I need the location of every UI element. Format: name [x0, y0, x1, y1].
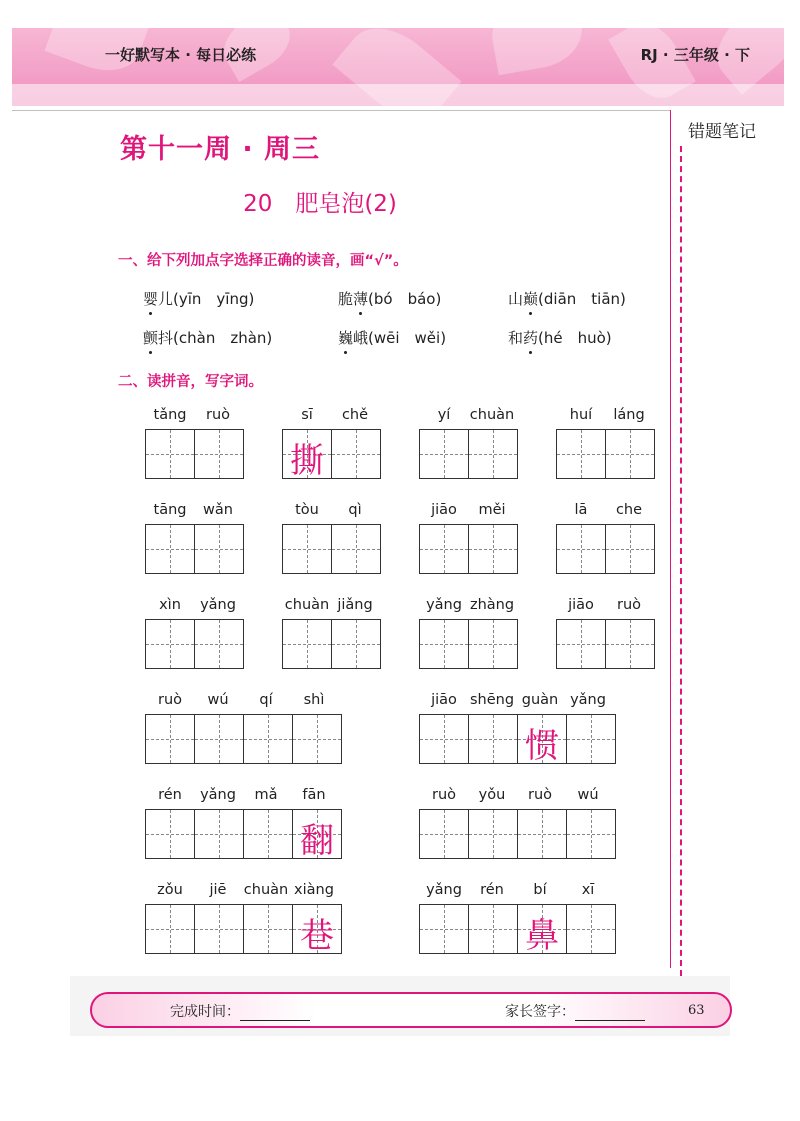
pinyin-label: yǎng	[200, 787, 236, 803]
writing-cell[interactable]	[332, 525, 380, 573]
writing-cell[interactable]	[195, 430, 243, 478]
pinyin-label: jiāo	[568, 597, 594, 613]
handwritten-char: 巷	[300, 916, 334, 956]
writing-cell[interactable]	[146, 905, 195, 953]
writing-cell[interactable]	[420, 905, 469, 953]
pinyin-label: rén	[480, 882, 504, 898]
writing-cell[interactable]	[146, 810, 195, 858]
writing-cell[interactable]	[567, 715, 615, 763]
handwritten-char: 翻	[300, 821, 334, 861]
pinyin-label: rén	[158, 787, 182, 803]
writing-grid[interactable]	[145, 904, 342, 954]
writing-cell[interactable]	[244, 810, 293, 858]
writing-grid[interactable]	[282, 524, 381, 574]
pinyin-label: sī	[301, 407, 313, 423]
pinyin-label: wǎn	[203, 502, 233, 518]
writing-cell[interactable]	[195, 905, 244, 953]
writing-cell[interactable]	[195, 620, 243, 668]
pinyin-label: tòu	[295, 502, 319, 518]
writing-grid[interactable]	[145, 619, 244, 669]
pinyin-label: chuàn	[243, 882, 289, 898]
writing-grid[interactable]	[556, 619, 655, 669]
pinyin-label: guàn	[521, 692, 559, 708]
writing-cell[interactable]	[420, 715, 469, 763]
pinyin-label: ruò	[527, 787, 553, 803]
writing-cell[interactable]	[567, 810, 615, 858]
writing-cell[interactable]	[557, 430, 606, 478]
pinyin-label: chě	[341, 407, 369, 423]
writing-grid[interactable]	[145, 809, 342, 859]
pinyin-label: yí	[437, 407, 451, 423]
writing-cell[interactable]	[420, 620, 469, 668]
writing-cell[interactable]	[332, 430, 380, 478]
week-title: 第十一周 · 周三	[120, 134, 321, 165]
writing-grid[interactable]	[419, 809, 616, 859]
writing-cell[interactable]	[567, 905, 615, 953]
completion-time-field: 完成时间：	[170, 1001, 310, 1021]
reading-item: 颤抖(chàn zhàn)	[143, 329, 273, 347]
writing-cell[interactable]	[518, 810, 567, 858]
lesson-title: 20 肥皂泡(2)	[243, 191, 397, 217]
writing-cell[interactable]	[332, 620, 380, 668]
pinyin-label: wú	[207, 692, 229, 708]
notes-label: 错题笔记	[688, 122, 756, 142]
divider	[12, 110, 670, 111]
writing-cell[interactable]	[283, 430, 332, 481]
pinyin-label: xiàng	[294, 882, 334, 898]
writing-cell[interactable]	[557, 620, 606, 668]
pinyin-label: ruò	[431, 787, 457, 803]
writing-cell[interactable]	[146, 430, 195, 478]
handwritten-char: 撕	[290, 441, 324, 481]
pinyin-label: yǎng	[426, 597, 462, 613]
writing-cell[interactable]	[420, 810, 469, 858]
pinyin-label: huí	[569, 407, 593, 423]
writing-cell[interactable]	[518, 905, 567, 956]
pinyin-label: ruò	[157, 692, 183, 708]
writing-cell[interactable]	[469, 430, 517, 478]
writing-grid[interactable]	[145, 524, 244, 574]
section1-title: 一、给下列加点字选择正确的读音，画“√”。	[118, 253, 408, 269]
pinyin-label: chuàn	[469, 407, 515, 423]
pinyin-label: fān	[302, 787, 326, 803]
pinyin-label: che	[615, 502, 643, 518]
writing-cell[interactable]	[518, 715, 567, 766]
pinyin-label: jiǎng	[337, 597, 373, 613]
writing-cell[interactable]	[195, 525, 243, 573]
pinyin-label: shì	[303, 692, 325, 708]
pinyin-label: mǎ	[254, 787, 278, 803]
writing-grid[interactable]	[145, 429, 244, 479]
writing-cell[interactable]	[283, 525, 332, 573]
margin-line	[670, 110, 671, 968]
writing-grid[interactable]	[419, 524, 518, 574]
pinyin-label: xī	[581, 882, 595, 898]
writing-grid[interactable]	[556, 429, 655, 479]
pinyin-label: yǎng	[200, 597, 236, 613]
writing-grid[interactable]	[556, 524, 655, 574]
pinyin-label: chuàn	[284, 597, 330, 613]
section2-title: 二、读拼音，写字词。	[118, 374, 263, 390]
pinyin-label: qì	[348, 502, 362, 518]
writing-grid[interactable]	[419, 619, 518, 669]
pinyin-label: ruò	[616, 597, 642, 613]
pinyin-label: tǎng	[153, 407, 187, 423]
writing-cell[interactable]	[195, 810, 244, 858]
header-banner	[12, 28, 784, 106]
parent-signature-field: 家长签字：	[505, 1001, 645, 1021]
writing-grid[interactable]	[282, 429, 381, 479]
reading-item: 和药(hé huò)	[508, 329, 612, 347]
writing-grid[interactable]	[419, 714, 616, 764]
reading-item: 山巅(diān tiān)	[508, 290, 626, 308]
pinyin-label: měi	[478, 502, 506, 518]
writing-cell[interactable]	[146, 715, 195, 763]
pinyin-label: ruò	[205, 407, 231, 423]
writing-cell[interactable]	[606, 525, 654, 573]
writing-grid[interactable]	[282, 619, 381, 669]
pinyin-label: shēng	[469, 692, 515, 708]
reading-item: 婴儿(yīn yīng)	[143, 290, 255, 308]
writing-cell[interactable]	[469, 715, 518, 763]
reading-item: 脆薄(bó báo)	[338, 290, 442, 308]
pinyin-label: jiē	[209, 882, 227, 898]
writing-cell[interactable]	[146, 620, 195, 668]
writing-cell[interactable]	[244, 715, 293, 763]
pinyin-label: tāng	[153, 502, 187, 518]
writing-cell[interactable]	[557, 525, 606, 573]
handwritten-char: 惯	[525, 726, 559, 766]
writing-cell[interactable]	[469, 620, 517, 668]
writing-grid[interactable]	[145, 714, 342, 764]
notes-dashed-line	[680, 146, 682, 976]
writing-cell[interactable]	[469, 905, 518, 953]
writing-cell[interactable]	[244, 905, 293, 953]
pinyin-label: lā	[574, 502, 588, 518]
pinyin-label: jiāo	[431, 692, 457, 708]
writing-cell[interactable]	[469, 810, 518, 858]
writing-cell[interactable]	[195, 715, 244, 763]
pinyin-label: yǎng	[570, 692, 606, 708]
writing-cell[interactable]	[283, 620, 332, 668]
writing-cell[interactable]	[420, 525, 469, 573]
pinyin-label: láng	[613, 407, 645, 423]
writing-cell[interactable]	[293, 810, 341, 861]
pinyin-label: yǎng	[426, 882, 462, 898]
writing-cell[interactable]	[606, 430, 654, 478]
pinyin-label: qí	[259, 692, 273, 708]
pinyin-label: zǒu	[157, 882, 183, 898]
pinyin-label: yǒu	[478, 787, 506, 803]
writing-cell[interactable]	[469, 525, 517, 573]
page-number: 63	[688, 1003, 705, 1018]
pinyin-label: wú	[577, 787, 599, 803]
writing-cell[interactable]	[420, 430, 469, 478]
handwritten-char: 鼻	[525, 916, 559, 956]
writing-cell[interactable]	[293, 715, 341, 763]
pinyin-label: jiāo	[431, 502, 457, 518]
pinyin-label: zhàng	[469, 597, 515, 613]
reading-item: 巍峨(wēi wěi)	[338, 329, 447, 347]
writing-grid[interactable]	[419, 429, 518, 479]
writing-cell[interactable]	[606, 620, 654, 668]
pinyin-label: bí	[533, 882, 547, 898]
writing-cell[interactable]	[293, 905, 341, 956]
book-title: 一好默写本 · 每日必练	[105, 46, 257, 64]
writing-cell[interactable]	[146, 525, 195, 573]
pinyin-label: xìn	[159, 597, 181, 613]
writing-grid[interactable]	[419, 904, 616, 954]
grade-label: RJ · 三年级 · 下	[640, 46, 750, 64]
